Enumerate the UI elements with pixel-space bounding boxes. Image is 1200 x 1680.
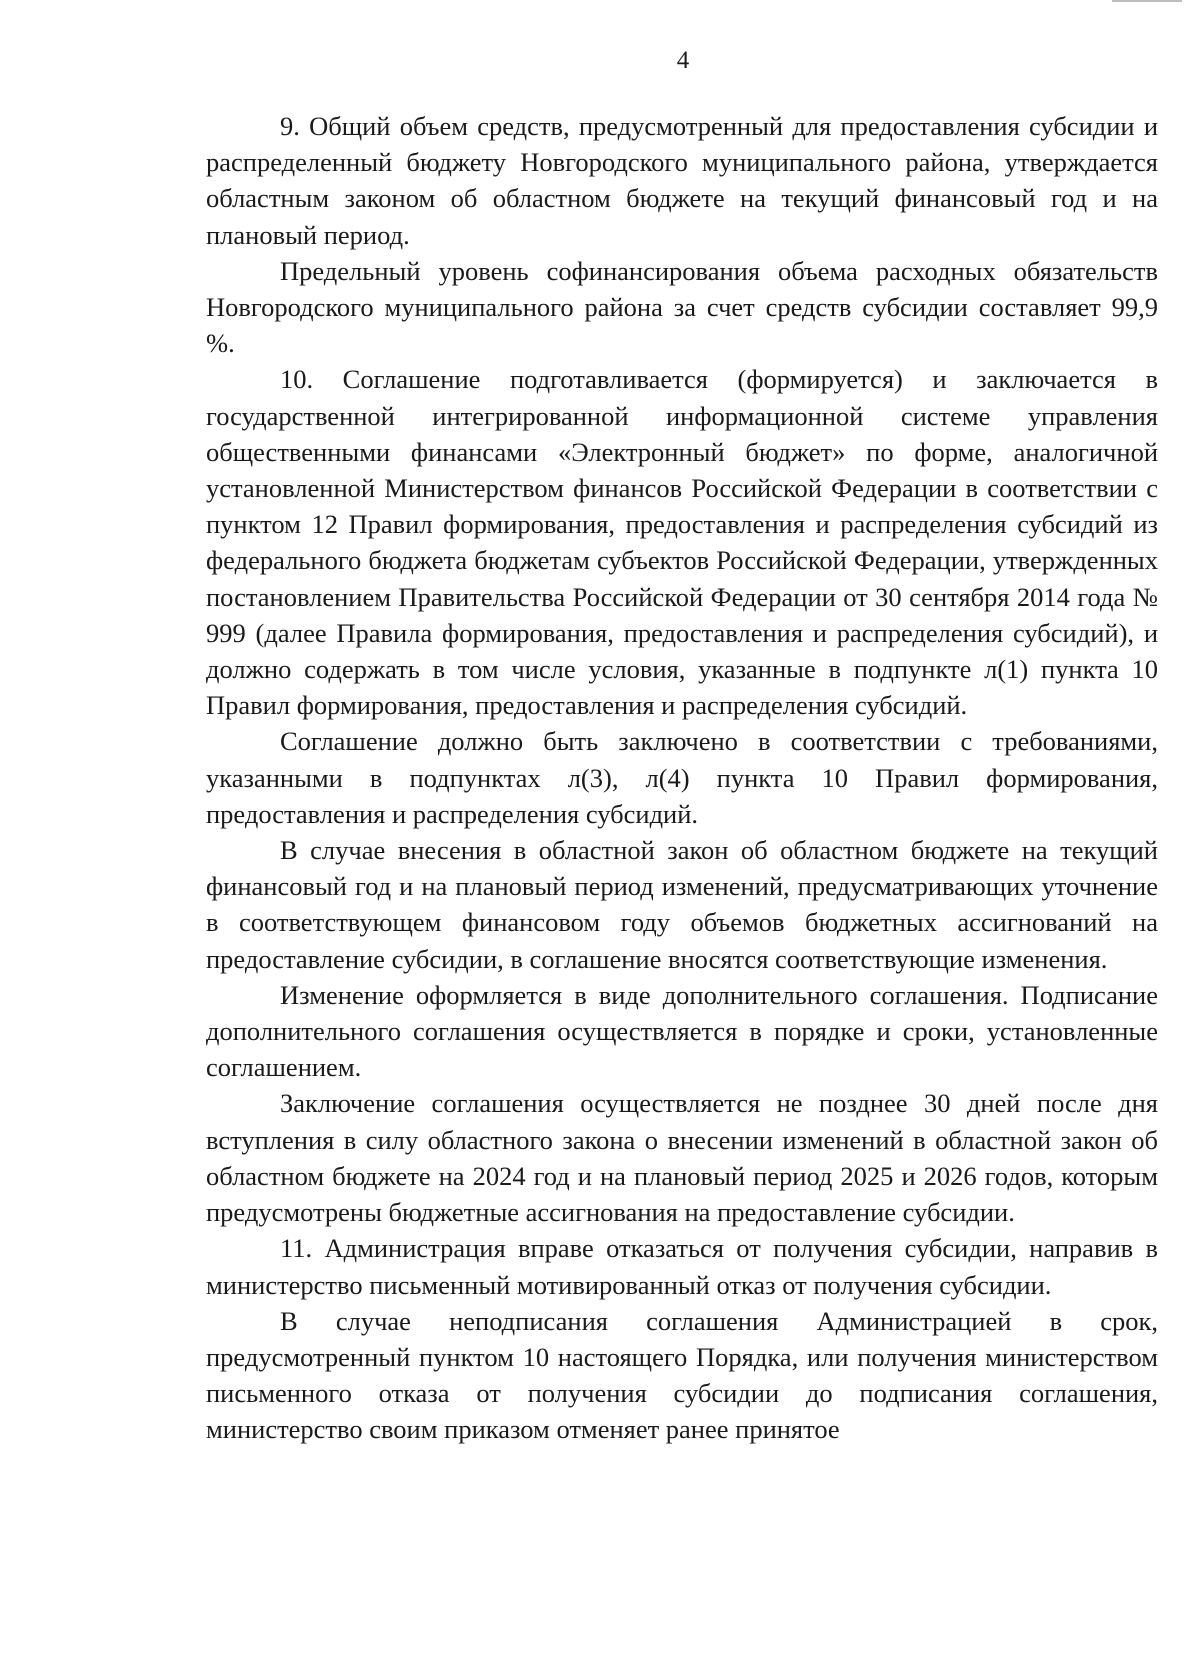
paragraph-9-total-funds: 9. Общий объем средств, предусмотренный для предоставления субсидии и распределенный бюджету Новгородского муниципального района, утверждается областным законом об областном бюджете на текущий финансовый год и на плановый период. <box>206 111 1158 250</box>
paragraph-budget-changes: В случае внесения в областной закон об областном бюджете на текущий финансовый год и на плановый период изменений, предусматривающих уточнение в соответствующем финансовом году объемов бюджетных ассигнований на предоставление субсидии, в соглашение вносятся соответствующие изменения. <box>206 835 1158 974</box>
paragraph-11-refusal: 11. Администрация вправе отказаться от получения субсидии, направив в министерство письменный мотивированный отказ от получения субсидии. <box>206 1233 1158 1300</box>
scan-edge-mark <box>1112 0 1182 2</box>
page-number: 4 <box>676 47 690 74</box>
paragraph-agreement-deadline: Заключение соглашения осуществляется не позднее 30 дней после дня вступления в силу областного закона о внесении изменений в областной закон об областном бюджете на 2024 год и на плановый период 2025 и 2026 годов, которым предусмотрены бюджетные ассигнования на предоставление субсидии. <box>206 1088 1158 1228</box>
paragraph-cofinancing-level: Предельный уровень софинансирования объема расходных обязательств Новгородского муниципального района за счет средств субсидии составляет 99,9 %. <box>206 255 1158 359</box>
paragraph-additional-agreement: Изменение оформляется в виде дополнительного соглашения. Подписание дополнительного соглашения осуществляется в порядке и сроки, установленные соглашением. <box>206 979 1158 1083</box>
document-body <box>206 108 1158 1448</box>
paragraph-non-signing: В случае неподписания соглашения Администрацией в срок, предусмотренный пунктом 10 настоящего Порядка, или получения министерством письменного отказа от получения субсидии до подписания соглашения, министерство своим приказом отменяет ранее принятое <box>206 1305 1158 1445</box>
paragraph-agreement-requirements: Соглашение должно быть заключено в соответствии с требованиями, указанными в подпунктах л(3), л(4) пункта 10 Правил формирования, предоставления и распределения субсидий. <box>206 726 1158 829</box>
paragraph-10-agreement: 10. Соглашение подготавливается (формируется) и заключается в государственной интегрированной информационной системе управления общественными финансами «Электронный бюджет» по форме, аналогичной установленной Министерством финансов Российской Федерации в соответствии с пунктом 12 Правил формирования, предоставления и распределения субсидий из федерального бюджета бюджетам субъектов Российской Федерации, утвержденных постановлением Правительства Российской Федерации от 30 сентября 2014 года № 999 (далее Правила формирования, предоставления и распределения субсидий), и должно содержать в том числе условия, указанные в подпункте л(1) пункта 10 Правил формирования, предоставления и распределения субсидий. <box>206 364 1158 721</box>
